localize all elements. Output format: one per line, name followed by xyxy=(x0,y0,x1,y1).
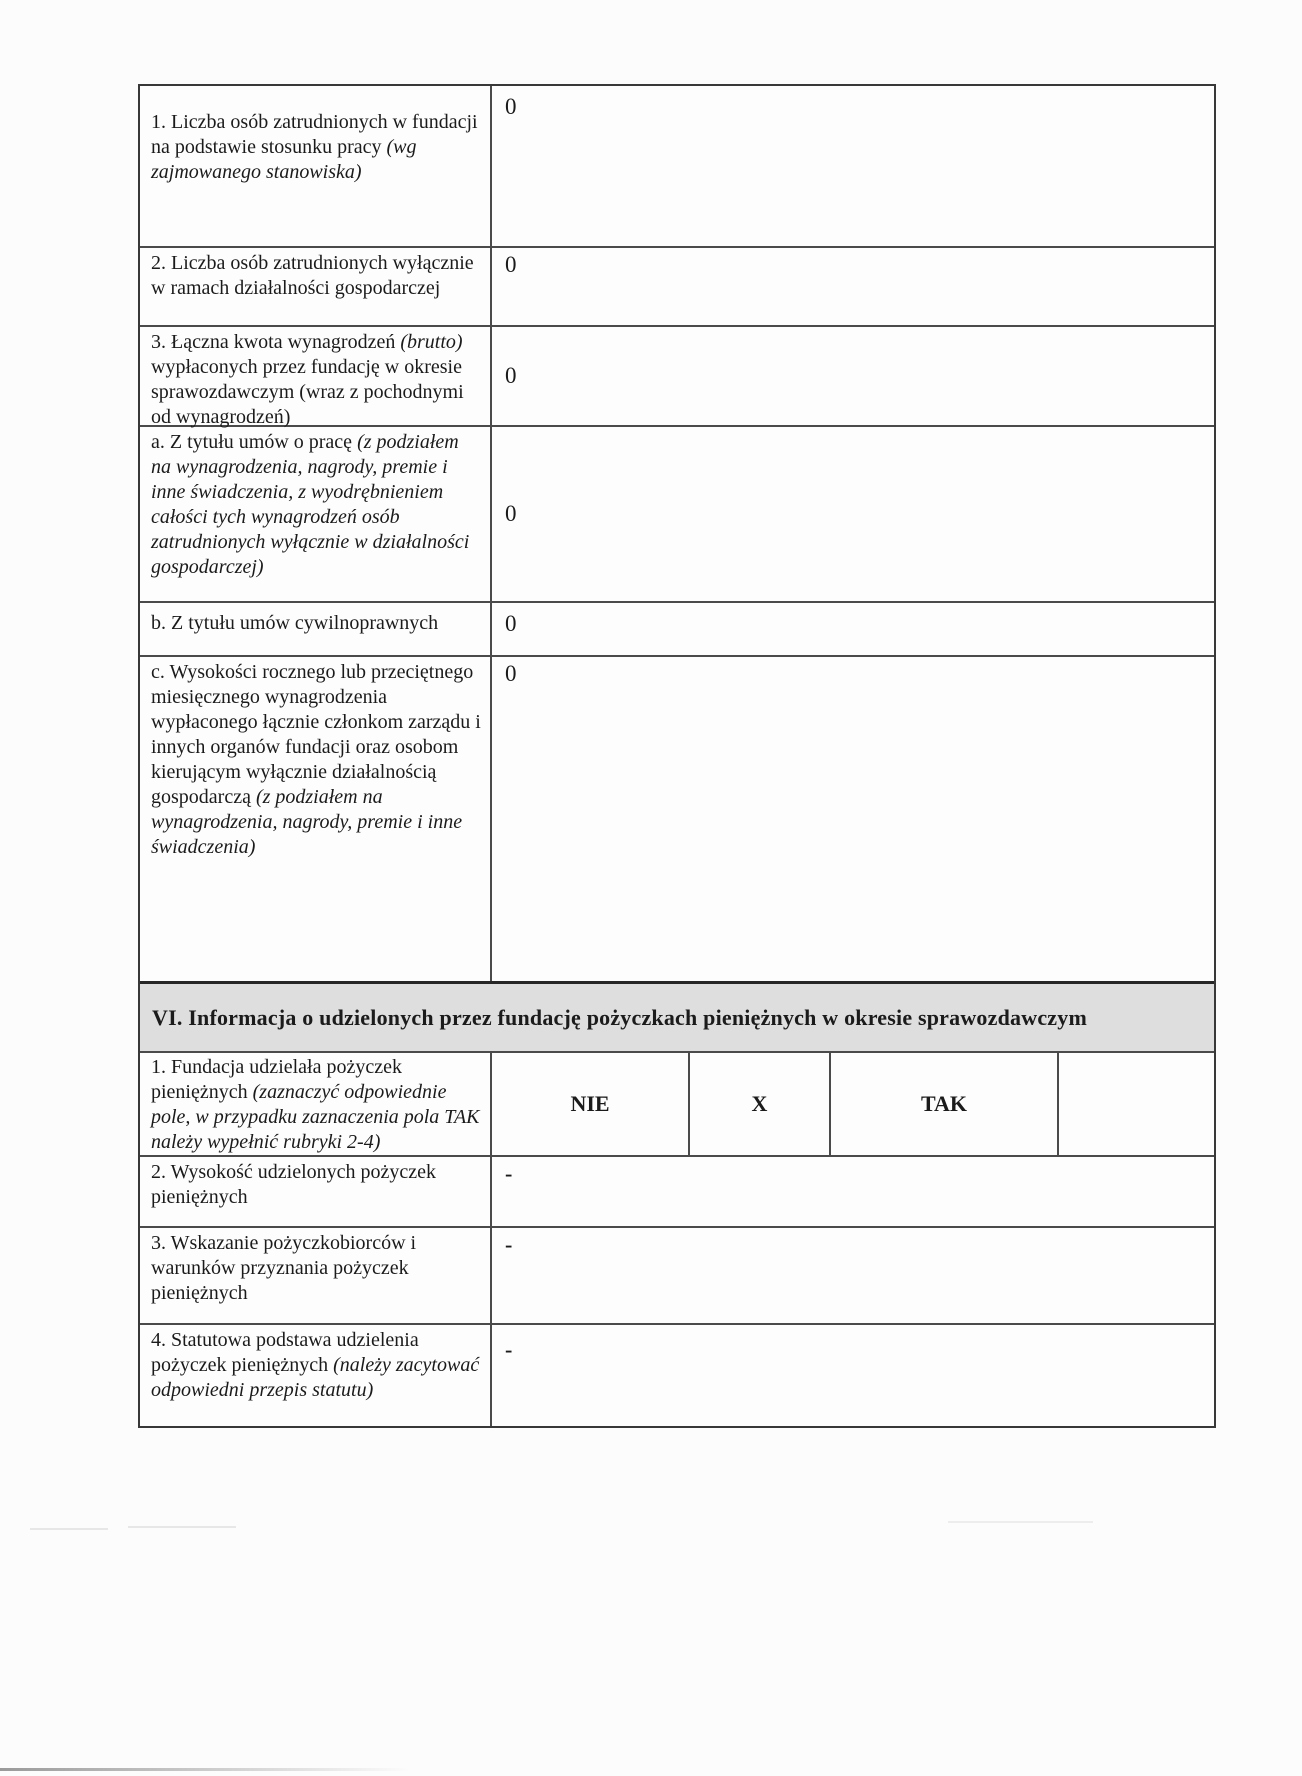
table-row xyxy=(140,1226,1214,1323)
row-value xyxy=(492,248,1214,325)
table-row xyxy=(140,425,1214,601)
row-label-text: 4. Statutowa podstawa udzielenia pożyczek pieniężnych xyxy=(151,1329,419,1376)
row-value xyxy=(492,657,1214,981)
row-label xyxy=(140,248,492,325)
row-label-text: c. Wysokości rocznego lub przeciętnego miesięcznego wynagrodzenia wypłaconego łącznie członkom zarządu i innych organów fundacji oraz osobom kierującym wyłącznie działalnością gospodarczą xyxy=(151,661,481,808)
table-row xyxy=(140,1323,1214,1426)
nie-mark-cell xyxy=(690,1053,831,1155)
row-label-text: 1. Fundacja udzielała pożyczek pieniężnych xyxy=(151,1056,402,1103)
row-label-italic: (z podziałem na wynagrodzenia, nagrody, premie i inne świadczenia, z wyodrębnieniem całości tych wynagrodzeń osób zatrudnionych wyłącznie w działalności gospodarczej) xyxy=(151,431,470,578)
row-value xyxy=(492,327,1214,425)
row-label xyxy=(140,327,492,428)
row-label-italic: (należy zacytować odpowiedni przepis statutu) xyxy=(151,1354,480,1401)
nie-label: NIE xyxy=(570,1091,610,1116)
report-table xyxy=(138,84,1216,1428)
row-label xyxy=(140,427,492,601)
row-value xyxy=(492,427,1214,601)
row-label-text: a. Z tytułu umów o pracę xyxy=(151,431,358,453)
row-value xyxy=(492,1157,1214,1226)
table-row xyxy=(140,601,1214,655)
nie-mark: X xyxy=(751,1091,768,1116)
section-vi-title: VI. Informacja o udzielonych przez fundację pożyczkach pieniężnych w okresie sprawozdawczym xyxy=(152,1004,1087,1030)
row-label-italic: (brutto) xyxy=(400,331,463,353)
row-label-italic: (wg zajmowanego stanowiska) xyxy=(151,136,417,183)
row-label xyxy=(140,657,492,981)
row-label-text: 1. Liczba osób zatrudnionych w fundacji na podstawie stosunku pracy xyxy=(151,111,478,158)
scan-artifact-dash xyxy=(948,1521,1093,1523)
row-label-text: 2. Wysokość udzielonych pożyczek pieniężnych xyxy=(151,1161,437,1208)
scan-artifact-dash xyxy=(30,1528,108,1530)
row-label xyxy=(140,1325,492,1426)
row-label-text: 2. Liczba osób zatrudnionych wyłącznie w ramach działalności gospodarczej xyxy=(151,252,474,299)
table-row xyxy=(140,655,1214,981)
row-label xyxy=(140,1053,492,1155)
loan-question-row xyxy=(140,1051,1214,1155)
row-label xyxy=(140,1157,492,1226)
table-row xyxy=(140,325,1214,428)
value-text: - xyxy=(505,1161,513,1186)
table-row xyxy=(140,86,1214,246)
row-label-text: 3. Łączna kwota wynagrodzeń xyxy=(151,331,401,353)
value-text: 0 xyxy=(505,363,517,388)
value-text: 0 xyxy=(505,611,517,636)
row-label-italic: (zaznaczyć odpowiednie pole, w przypadku zaznaczenia pola TAK należy wypełnić rubryki 2-4) xyxy=(151,1081,480,1153)
nie-header-cell xyxy=(492,1053,690,1155)
scan-artifact-bottom-line xyxy=(0,1768,410,1771)
value-text: - xyxy=(505,1337,513,1362)
row-value xyxy=(492,86,1214,246)
row-value xyxy=(492,1325,1214,1426)
scan-artifact-dash xyxy=(128,1526,236,1528)
tak-mark-cell xyxy=(1059,1053,1214,1155)
row-label-text: b. Z tytułu umów cywilnoprawnych xyxy=(151,612,439,634)
value-text: - xyxy=(505,1232,513,1257)
tak-label: TAK xyxy=(920,1091,968,1116)
value-text: 0 xyxy=(505,661,517,686)
row-label-text: wypłaconych przez fundację w okresie sprawozdawczym (wraz z pochodnymi od wynagrodzeń) xyxy=(151,356,464,428)
row-label xyxy=(140,1228,492,1323)
row-label-italic: (z podziałem na wynagrodzenia, nagrody, premie i inne świadczenia) xyxy=(151,786,463,858)
value-text: 0 xyxy=(505,252,517,277)
row-value xyxy=(492,1228,1214,1323)
row-label xyxy=(140,86,492,246)
row-label xyxy=(140,603,492,655)
row-value xyxy=(492,603,1214,655)
table-row xyxy=(140,1155,1214,1226)
section-vi-header-band xyxy=(140,981,1214,1051)
row-label-text: 3. Wskazanie pożyczkobiorców i warunków przyznania pożyczek pieniężnych xyxy=(151,1232,417,1304)
value-text: 0 xyxy=(505,501,517,526)
table-row xyxy=(140,246,1214,325)
value-text: 0 xyxy=(505,94,517,119)
tak-header-cell xyxy=(831,1053,1059,1155)
